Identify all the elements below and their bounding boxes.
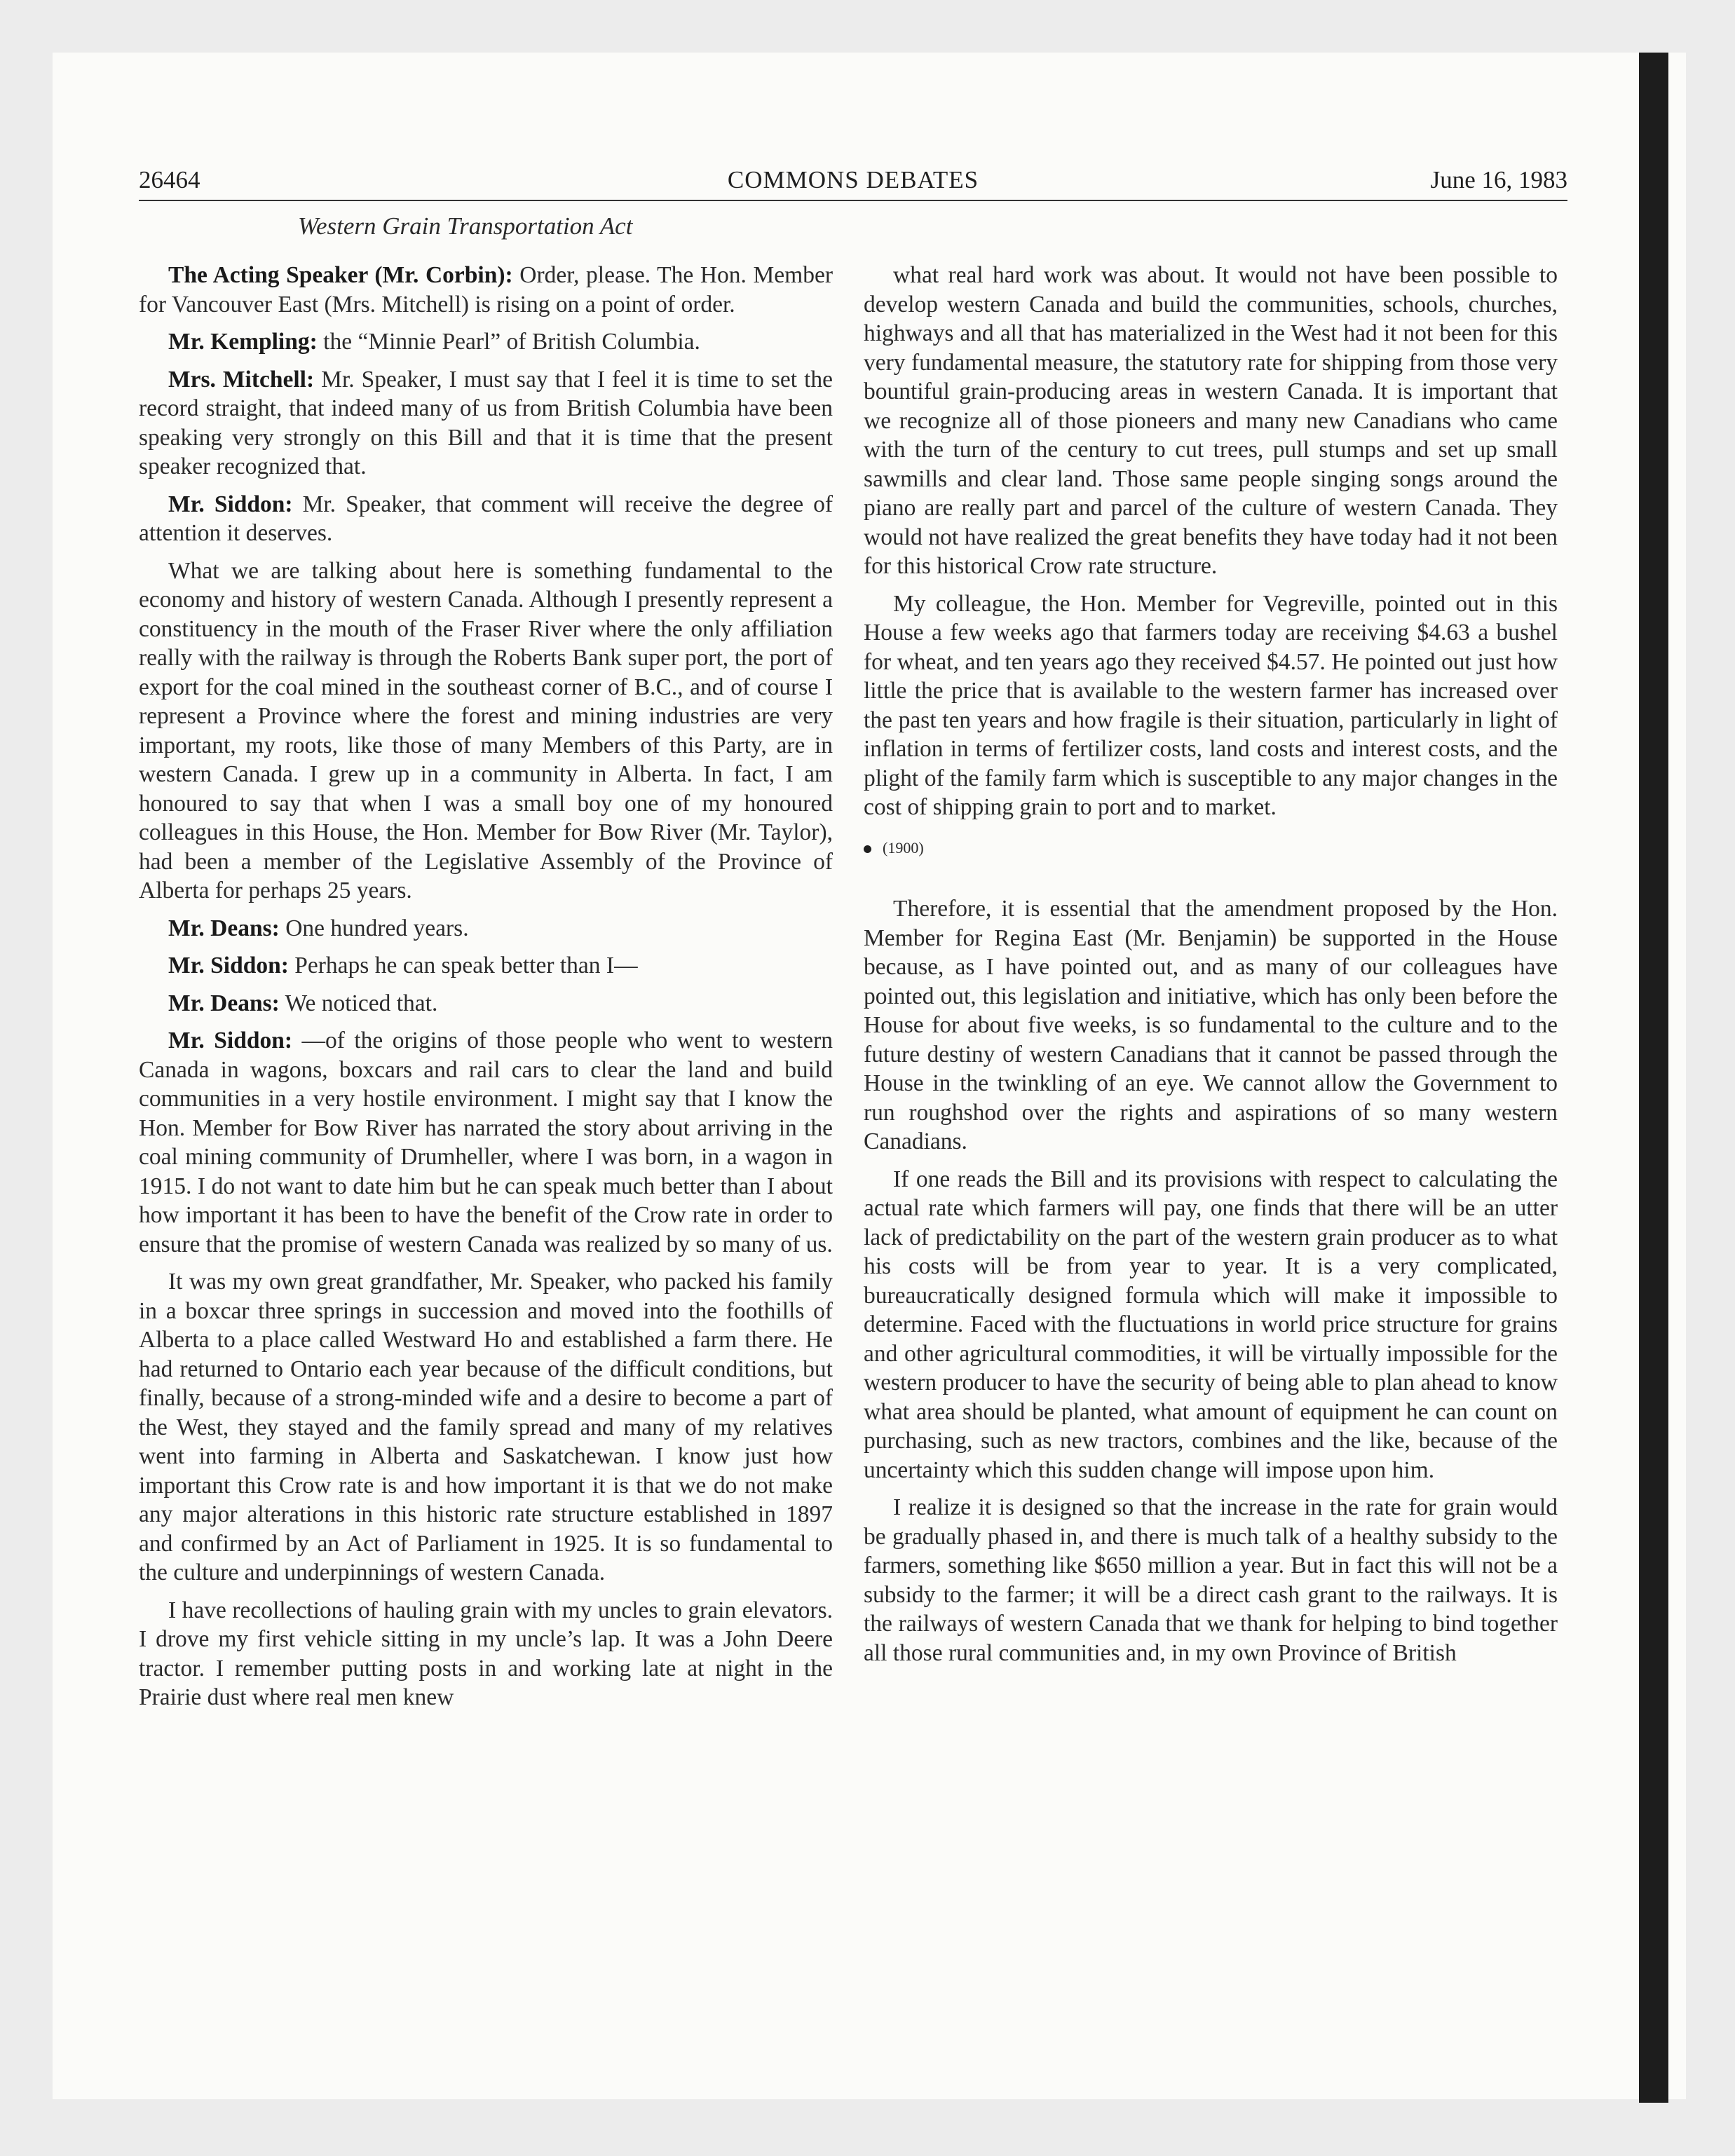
- paragraph-text: Order, please. The Hon. Member for Vancouver East (Mrs. Mitchell) is rising on a point of order.: [139, 262, 834, 318]
- speaker-name: Mrs. Mitchell:: [168, 366, 315, 393]
- paragraph: [139, 1596, 833, 1712]
- speaker-name: Mr. Deans:: [168, 990, 280, 1016]
- speaker-name: Mr. Siddon:: [168, 491, 293, 517]
- paragraph: [139, 1267, 833, 1588]
- paragraph: [864, 261, 1558, 581]
- speaker-name: Mr. Siddon:: [168, 1028, 292, 1053]
- paragraph: [864, 589, 1558, 822]
- paragraph: [139, 557, 833, 906]
- paragraph-text: the “Minnie Pearl” of British Columbia.: [317, 329, 700, 355]
- paragraph-text: I have recollections of hauling grain with my uncles to grain elevators. I drove my first vehicle sitting in my uncle’s lap. It was a John Deere tractor. I remember putting posts in and working late at night in the Prairie dust where real men knew: [139, 1597, 833, 1710]
- paragraph-text: what real hard work was about. It would not have been possible to develop western Canada and build the communities, schools, churches, highways and all that has materialized in the West had it not been for this very fundamental measure, the statutory rate for shipping from those very bountiful grain-producing areas in western Canada. It is important that we recognize all of those pioneers and many new Canadians who came with the turn of the century to cut trees, pull stumps and set up small sawmills and clear land. Those same people singing songs around the piano are really part and parcel of the culture of western Canada. They would not have realized the great benefits they have today had it not been for this historical Crow rate structure.: [864, 262, 1558, 579]
- paragraph-text: We noticed that.: [279, 990, 438, 1016]
- paragraph: [139, 261, 833, 319]
- speaker-name: Mr. Kempling:: [168, 329, 318, 355]
- page-number: 26464: [139, 166, 200, 193]
- paragraph-text: Therefore, it is essential that the amendment proposed by the Hon. Member for Regina East (Mr. Benjamin) be supported in the House because, as I have pointed out, and as many of our colleagues have pointed out, this legislation and initiative, which has only been before the House for about five weeks, is so fundamental to the culture and to the future destiny of western Canadians that it cannot be passed through the House in the twinkling of an eye. We cannot allow the Government to run roughshod over the rights and aspirations of so many western Canadians.: [864, 896, 1558, 1154]
- bullet-icon: [864, 845, 871, 853]
- paragraph: [139, 1026, 833, 1259]
- right-column: [864, 261, 1558, 1676]
- page-date: June 16, 1983: [1430, 166, 1567, 193]
- paragraph: [864, 1165, 1558, 1485]
- paragraph-text: One hundred years.: [279, 915, 469, 941]
- paragraph: [139, 365, 833, 482]
- paragraph-text: What we are talking about here is something fundamental to the economy and history of western Canada. Although I presently represent a constituency in the mouth of the Fraser River where the only affiliation really with the railway is through the Roberts Bank super port, the port of export for the coal mined in the southeast corner of B.C., and of course I represent a Province where the forest and mining industries are very important, my roots, like those of many Members of this Party, are in western Canada. I grew up in a community in Alberta. In fact, I am honoured to say that when I was a small boy one of my honoured colleagues in this House, the Hon. Member for Bow River (Mr. Taylor), had been a member of the Legislative Assembly of the Province of Alberta for perhaps 25 years.: [139, 557, 833, 903]
- paragraph-text: Mr. Speaker, I must say that I feel it is time to set the record straight, that indeed many of us from British Columbia have been speaking very strongly on this Bill and that it is time that the present speaker recognized that.: [139, 366, 833, 479]
- right-column-bottom: [864, 894, 1558, 1667]
- time-marker: [864, 833, 1558, 863]
- speaker-name: The Acting Speaker (Mr. Corbin):: [168, 262, 513, 288]
- publication-title: COMMONS DEBATES: [727, 166, 979, 193]
- paragraph: [139, 914, 833, 943]
- paragraph-text: Perhaps he can speak better than I—: [288, 953, 638, 978]
- right-column-top: [864, 261, 1558, 822]
- paragraph: [864, 1493, 1558, 1667]
- scan-edge-bar: [1639, 53, 1668, 2103]
- paragraph-text: Mr. Speaker, that comment will receive the degree of attention it deserves.: [139, 491, 833, 546]
- paragraph-text: My colleague, the Hon. Member for Vegreville, pointed out in this House a few weeks ago that farmers today are receiving $4.63 a bushel for wheat, and ten years ago they received $4.57. He pointed out just how little the price that is available to the western farmer has increased over the past ten years and how fragile is their situation, particularly in light of inflation in terms of fertilizer costs, land costs and interest costs, and the plight of the family farm which is susceptible to any major changes in the cost of shipping grain to port and to market.: [864, 590, 1558, 820]
- paragraph-text: If one reads the Bill and its provisions with respect to calculating the actual rate which farmers will pay, one finds that there will be an utter lack of predictability on the part of the western grain producer as to what his costs will be from year to year. It is a very complicated, bureaucratically designed formula which will make it impossible to determine. Faced with the fluctuations in world price structure for grains and other agricultural commodities, it will be virtually impossible for the western producer to have the security of being able to plan ahead to know what area should be planted, what amount of equipment he can count on purchasing, such as new tractors, combines and the like, because of the uncertainty which this sudden change will impose upon him.: [864, 1166, 1558, 1483]
- paragraph-text: It was my own great grandfather, Mr. Speaker, who packed his family in a boxcar three springs in succession and moved into the foothills of Alberta to a place called Westward Ho and established a farm there. He had returned to Ontario each year because of the difficult conditions, but finally, because of a strong-minded wife and a desire to become a part of the West, they stayed and the family spread and many of my relatives went into farming in Alberta and Saskatchewan. I know just how important this Crow rate is and how important it is that we do not make any major alterations in this historic rate structure established in 1897 and confirmed by an Act of Parliament in 1925. It is so fundamental to the culture and underpinnings of western Canada.: [139, 1269, 833, 1585]
- speaker-name: Mr. Siddon:: [168, 953, 289, 978]
- paragraph-text: —of the origins of those people who went to western Canada in wagons, boxcars and rail cars to clear the land and build communities in a very hostile environment. I might say that I know the Hon. Member for Bow River has narrated the story about arriving in the coal mining community of Drumheller, where I was born, in a wagon in 1915. I do not want to date him but he can speak much better than I about how important it has been to have the benefit of the Crow rate in order to ensure that the promise of western Canada was realized by so many of us.: [139, 1028, 833, 1257]
- time-marker-label: (1900): [883, 838, 924, 857]
- paragraph: [139, 951, 833, 981]
- left-column: [139, 261, 833, 1721]
- paragraph: [864, 894, 1558, 1157]
- paragraph: [139, 327, 833, 357]
- paragraph: [139, 989, 833, 1018]
- section-title: Western Grain Transportation Act: [298, 212, 633, 240]
- speaker-name: Mr. Deans:: [168, 915, 280, 941]
- paragraph: [139, 490, 833, 548]
- paragraph-text: I realize it is designed so that the increase in the rate for grain would be gradually phased in, and there is much talk of a healthy subsidy to the farmers, something like $650 million a year. But in fact this will not be a subsidy to the farmer; it will be a direct cash grant to the railways. It is the railways of western Canada that we thank for helping to bind together all those rural communities and, in my own Province of British: [864, 1494, 1558, 1666]
- page-header: [139, 165, 1567, 201]
